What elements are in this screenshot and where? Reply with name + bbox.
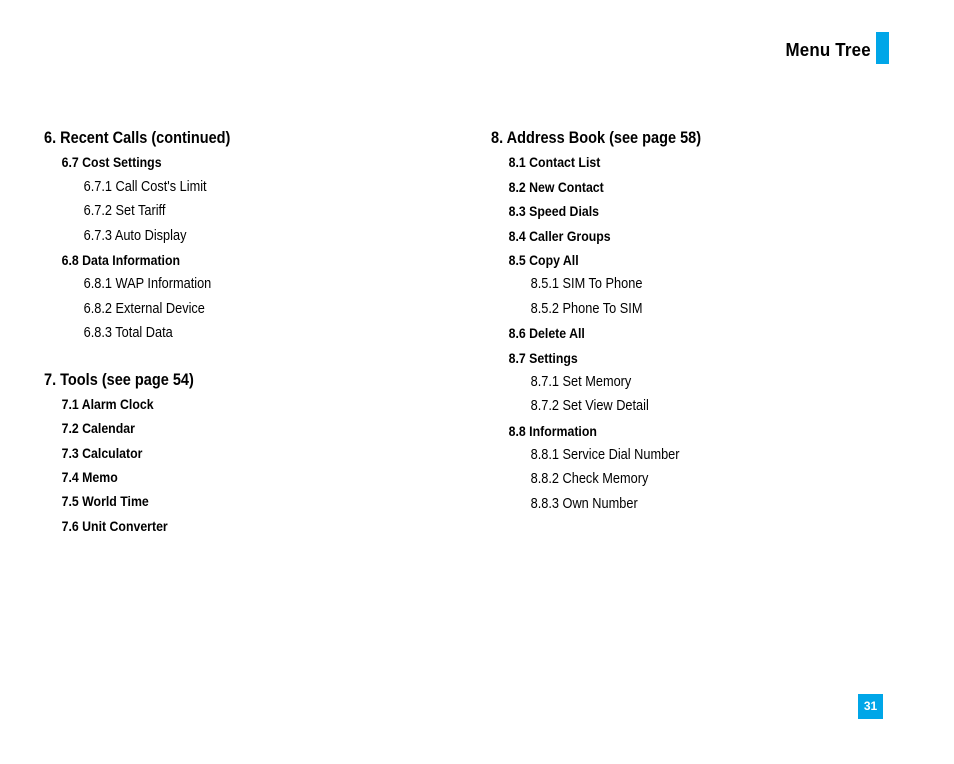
submenu-item: 6.7.3 Auto Display	[83, 227, 187, 244]
section-heading: 6. Recent Calls (continued)	[44, 129, 231, 147]
submenu-item: 6.8.3 Total Data	[83, 325, 173, 342]
submenu-item: 8.5.1 SIM To Phone	[530, 276, 643, 293]
submenu-item: 8.5.2 Phone To SIM	[530, 300, 643, 317]
menu-item: 8.1 Contact List	[508, 154, 601, 171]
menu-item: 7.1 Alarm Clock	[61, 395, 154, 412]
menu-item: 7.4 Memo	[61, 469, 118, 486]
section-gap	[44, 346, 256, 368]
submenu-item: 6.7.2 Set Tariff	[83, 203, 166, 220]
menu-item: 8.7 Settings	[508, 349, 578, 366]
left-column	[44, 126, 256, 538]
menu-item: 6.7 Cost Settings	[61, 154, 162, 171]
header-accent-bar	[876, 32, 889, 64]
menu-item: 7.6 Unit Converter	[61, 517, 168, 534]
page-number: 31	[858, 694, 883, 719]
submenu-item: 8.8.3 Own Number	[530, 495, 638, 512]
submenu-item: 6.8.2 External Device	[83, 300, 205, 317]
menu-item: 7.2 Calendar	[61, 420, 135, 437]
menu-item: 8.8 Information	[508, 422, 597, 439]
section-heading: 7. Tools (see page 54)	[44, 370, 194, 389]
right-column	[491, 126, 730, 516]
submenu-item: 6.8.1 WAP Information	[83, 276, 212, 293]
menu-item: 8.5 Copy All	[508, 251, 579, 268]
page-title: Menu Tree	[785, 40, 871, 60]
menu-item: 6.8 Data Information	[61, 251, 181, 268]
menu-item: 7.3 Calculator	[61, 444, 143, 461]
menu-item: 8.6 Delete All	[508, 325, 585, 342]
submenu-item: 8.8.1 Service Dial Number	[530, 447, 680, 464]
menu-item: 7.5 World Time	[61, 493, 149, 510]
submenu-item: 8.8.2 Check Memory	[530, 471, 649, 488]
menu-item: 8.3 Speed Dials	[508, 203, 599, 220]
menu-item: 8.4 Caller Groups	[508, 227, 611, 244]
menu-item: 8.2 New Contact	[508, 178, 604, 195]
submenu-item: 8.7.2 Set View Detail	[530, 398, 649, 415]
section-heading: 8. Address Book (see page 58)	[491, 129, 702, 147]
submenu-item: 6.7.1 Call Cost's Limit	[83, 178, 207, 195]
submenu-item: 8.7.1 Set Memory	[530, 373, 632, 390]
